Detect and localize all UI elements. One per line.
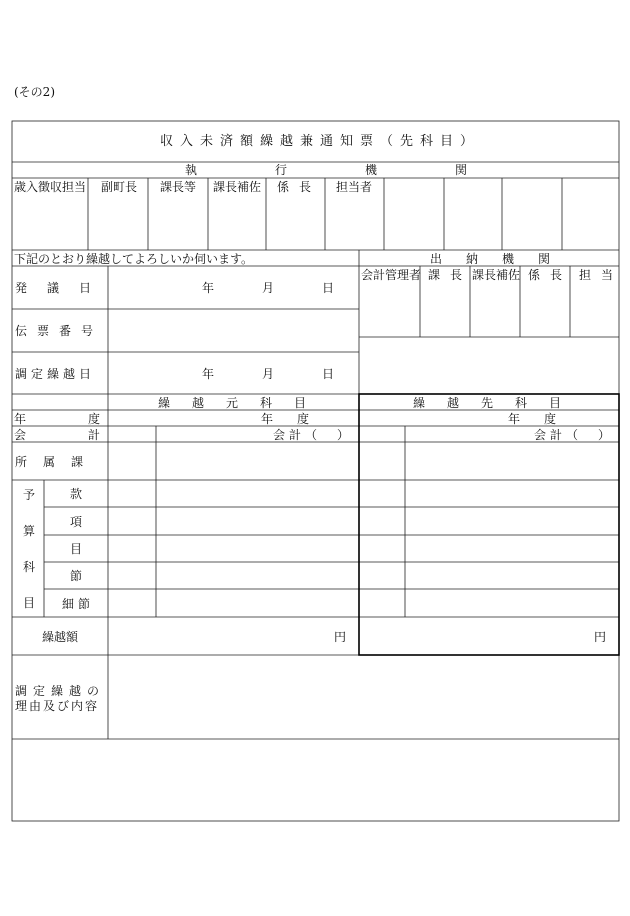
col-treasury-chief: 課長: [428, 268, 473, 282]
dest-fiscal-year: 年度: [508, 412, 581, 426]
budget-item-kou: 項: [70, 515, 83, 529]
budget-label-1: 予: [23, 488, 36, 502]
account-label: 会計: [14, 428, 163, 442]
reason-label-line2: 理由及び内容: [15, 699, 100, 713]
col-revenue-officer: 歳入徴収担当: [14, 180, 87, 194]
source-account: 会計（ ）: [273, 428, 354, 442]
budget-item-moku: 目: [70, 542, 83, 556]
issue-date-label: 発議日: [15, 281, 112, 295]
department-label: 所属課: [15, 455, 100, 469]
slip-number-label: 伝票番号: [15, 324, 104, 338]
form-border: [12, 121, 619, 821]
budget-item-kan: 款: [70, 487, 83, 501]
carry-amount-label: 繰越額: [42, 630, 79, 644]
transfer-date-month: 月: [262, 367, 275, 381]
fiscal-year-label: 年度: [14, 412, 163, 426]
dest-yen: 円: [594, 630, 607, 644]
budget-label-3: 科: [23, 560, 36, 574]
col-assistant-chief: 課長補佐: [213, 180, 262, 194]
col-deputy-mayor: 副町長: [101, 180, 138, 194]
col-subsection-chief: 係長: [277, 180, 322, 194]
source-heading: 繰越元科目: [158, 396, 329, 410]
budget-label-2: 算: [23, 524, 36, 538]
reason-label-line1: 調定繰越の: [15, 684, 106, 698]
source-fiscal-year: 年度: [261, 412, 334, 426]
budget-item-saisetsu: 細節: [62, 597, 95, 611]
treasury-heading: 出納機関: [430, 252, 575, 266]
source-yen: 円: [334, 630, 347, 644]
col-treasury-assistant: 課長補佐: [472, 268, 521, 282]
transfer-date-label: 調定繰越日: [15, 367, 96, 381]
col-treasury-subsection: 係長: [528, 268, 573, 282]
executing-agency-heading: 執行機関: [185, 163, 546, 177]
budget-label-4: 目: [23, 596, 36, 610]
issue-date-month: 月: [262, 281, 275, 295]
issue-date-day: 日: [322, 281, 335, 295]
budget-item-setsu: 節: [70, 569, 83, 583]
issue-date-year: 年: [202, 281, 215, 295]
dest-heading: 繰越先科目: [413, 396, 584, 410]
col-treasury-staff: 担当: [579, 268, 624, 282]
transfer-date-day: 日: [322, 367, 335, 381]
header-note: (その2): [14, 85, 55, 99]
dest-account: 会計（ ）: [534, 428, 615, 442]
transfer-date-year: 年: [202, 367, 215, 381]
col-person-in-charge: 担当者: [336, 180, 373, 194]
form-title: 収入未済額繰越兼通知票（先科目）: [160, 134, 481, 149]
col-section-chief: 課長等: [160, 180, 197, 194]
col-accounting-manager: 会計管理者: [361, 268, 422, 282]
request-text: 下記のとおり繰越してよろしいか伺います。: [14, 252, 254, 266]
